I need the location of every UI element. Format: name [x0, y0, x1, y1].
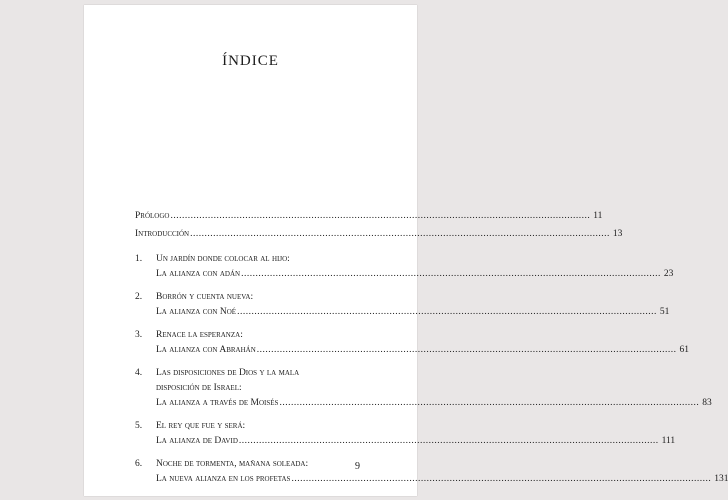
toc-entry-introduccion: [135, 227, 623, 242]
chapter-heading: Las disposiciones de Dios y la mala: [156, 368, 300, 378]
chapter-heading: Un jardín donde colocar al hijo:: [156, 254, 290, 264]
toc-entry-line: [135, 419, 375, 434]
toc-entry-line: [135, 343, 690, 358]
dot-leader: [237, 305, 657, 320]
toc-entry-line: [135, 366, 375, 381]
chapter-heading: El rey que fue y será:: [156, 421, 246, 431]
toc-entry-line: [135, 267, 674, 282]
toc-entry-line: [135, 457, 375, 472]
toc-entry-chapter-4: [135, 366, 712, 411]
chapter-subtitle: La alianza con adán: [156, 269, 241, 279]
dot-leader: [170, 209, 590, 224]
toc-entry-chapter-6: [135, 457, 728, 487]
chapter-subtitle: La nueva alianza en los profetas: [156, 474, 291, 484]
toc-entry-line: [135, 227, 623, 242]
toc-entry-chapter-2: [135, 290, 670, 320]
chapter-subtitle: La alianza a través de Moisés: [156, 398, 279, 408]
toc-page-number: 83: [702, 398, 712, 408]
dot-leader: [291, 472, 711, 487]
chapter-number: 6.: [135, 459, 143, 469]
toc-entry-line: [135, 434, 676, 449]
dot-leader: [190, 227, 610, 242]
chapter-subtitle: La alianza con Abrahán: [156, 345, 256, 355]
toc-entry-prologo: [135, 209, 603, 224]
toc-entry-line: [135, 290, 375, 305]
table-of-contents: [135, 209, 728, 495]
page-title: ÍNDICE: [222, 53, 279, 69]
chapter-number: 4.: [135, 368, 143, 378]
chapter-subtitle: La alianza de David: [156, 436, 238, 446]
toc-entry-line: [135, 252, 375, 267]
chapter-number: 3.: [135, 330, 143, 340]
toc-entry-line: [135, 396, 712, 411]
toc-entry-line: [135, 305, 670, 320]
dot-leader: [279, 396, 699, 411]
toc-entry-chapter-5: [135, 419, 676, 449]
toc-entry-line: [135, 472, 728, 487]
toc-entry-chapter-3: [135, 328, 690, 358]
toc-page-number: 23: [663, 269, 674, 279]
toc-page-number: 131: [714, 474, 728, 484]
toc-entry-line: [135, 328, 375, 343]
chapter-heading-continued: disposición de Israel:: [156, 383, 242, 393]
toc-page-number: 111: [661, 436, 676, 446]
dot-leader: [257, 343, 677, 358]
toc-entry-title: Introducción: [135, 229, 190, 239]
page-folio: 9: [355, 461, 360, 472]
toc-page-number: 11: [593, 211, 603, 221]
chapter-number: 2.: [135, 292, 143, 302]
chapter-subtitle: La alianza con Noé: [156, 307, 237, 317]
dot-leader: [241, 267, 661, 282]
toc-page-number: 51: [659, 307, 670, 317]
dot-leader: [239, 434, 659, 449]
toc-entry-title: Prólogo: [135, 211, 170, 221]
toc-page-number: 61: [679, 345, 690, 355]
toc-page-number: 13: [612, 229, 623, 239]
chapter-heading: Borrón y cuenta nueva:: [156, 292, 254, 302]
chapter-heading: Noche de tormenta, mañana soleada:: [156, 459, 309, 469]
toc-entry-line: [135, 209, 603, 224]
book-page: [84, 5, 728, 496]
chapter-number: 1.: [135, 254, 143, 264]
toc-entry-chapter-1: [135, 252, 674, 282]
chapter-number: 5.: [135, 421, 143, 431]
chapter-heading: Renace la esperanza:: [156, 330, 243, 340]
